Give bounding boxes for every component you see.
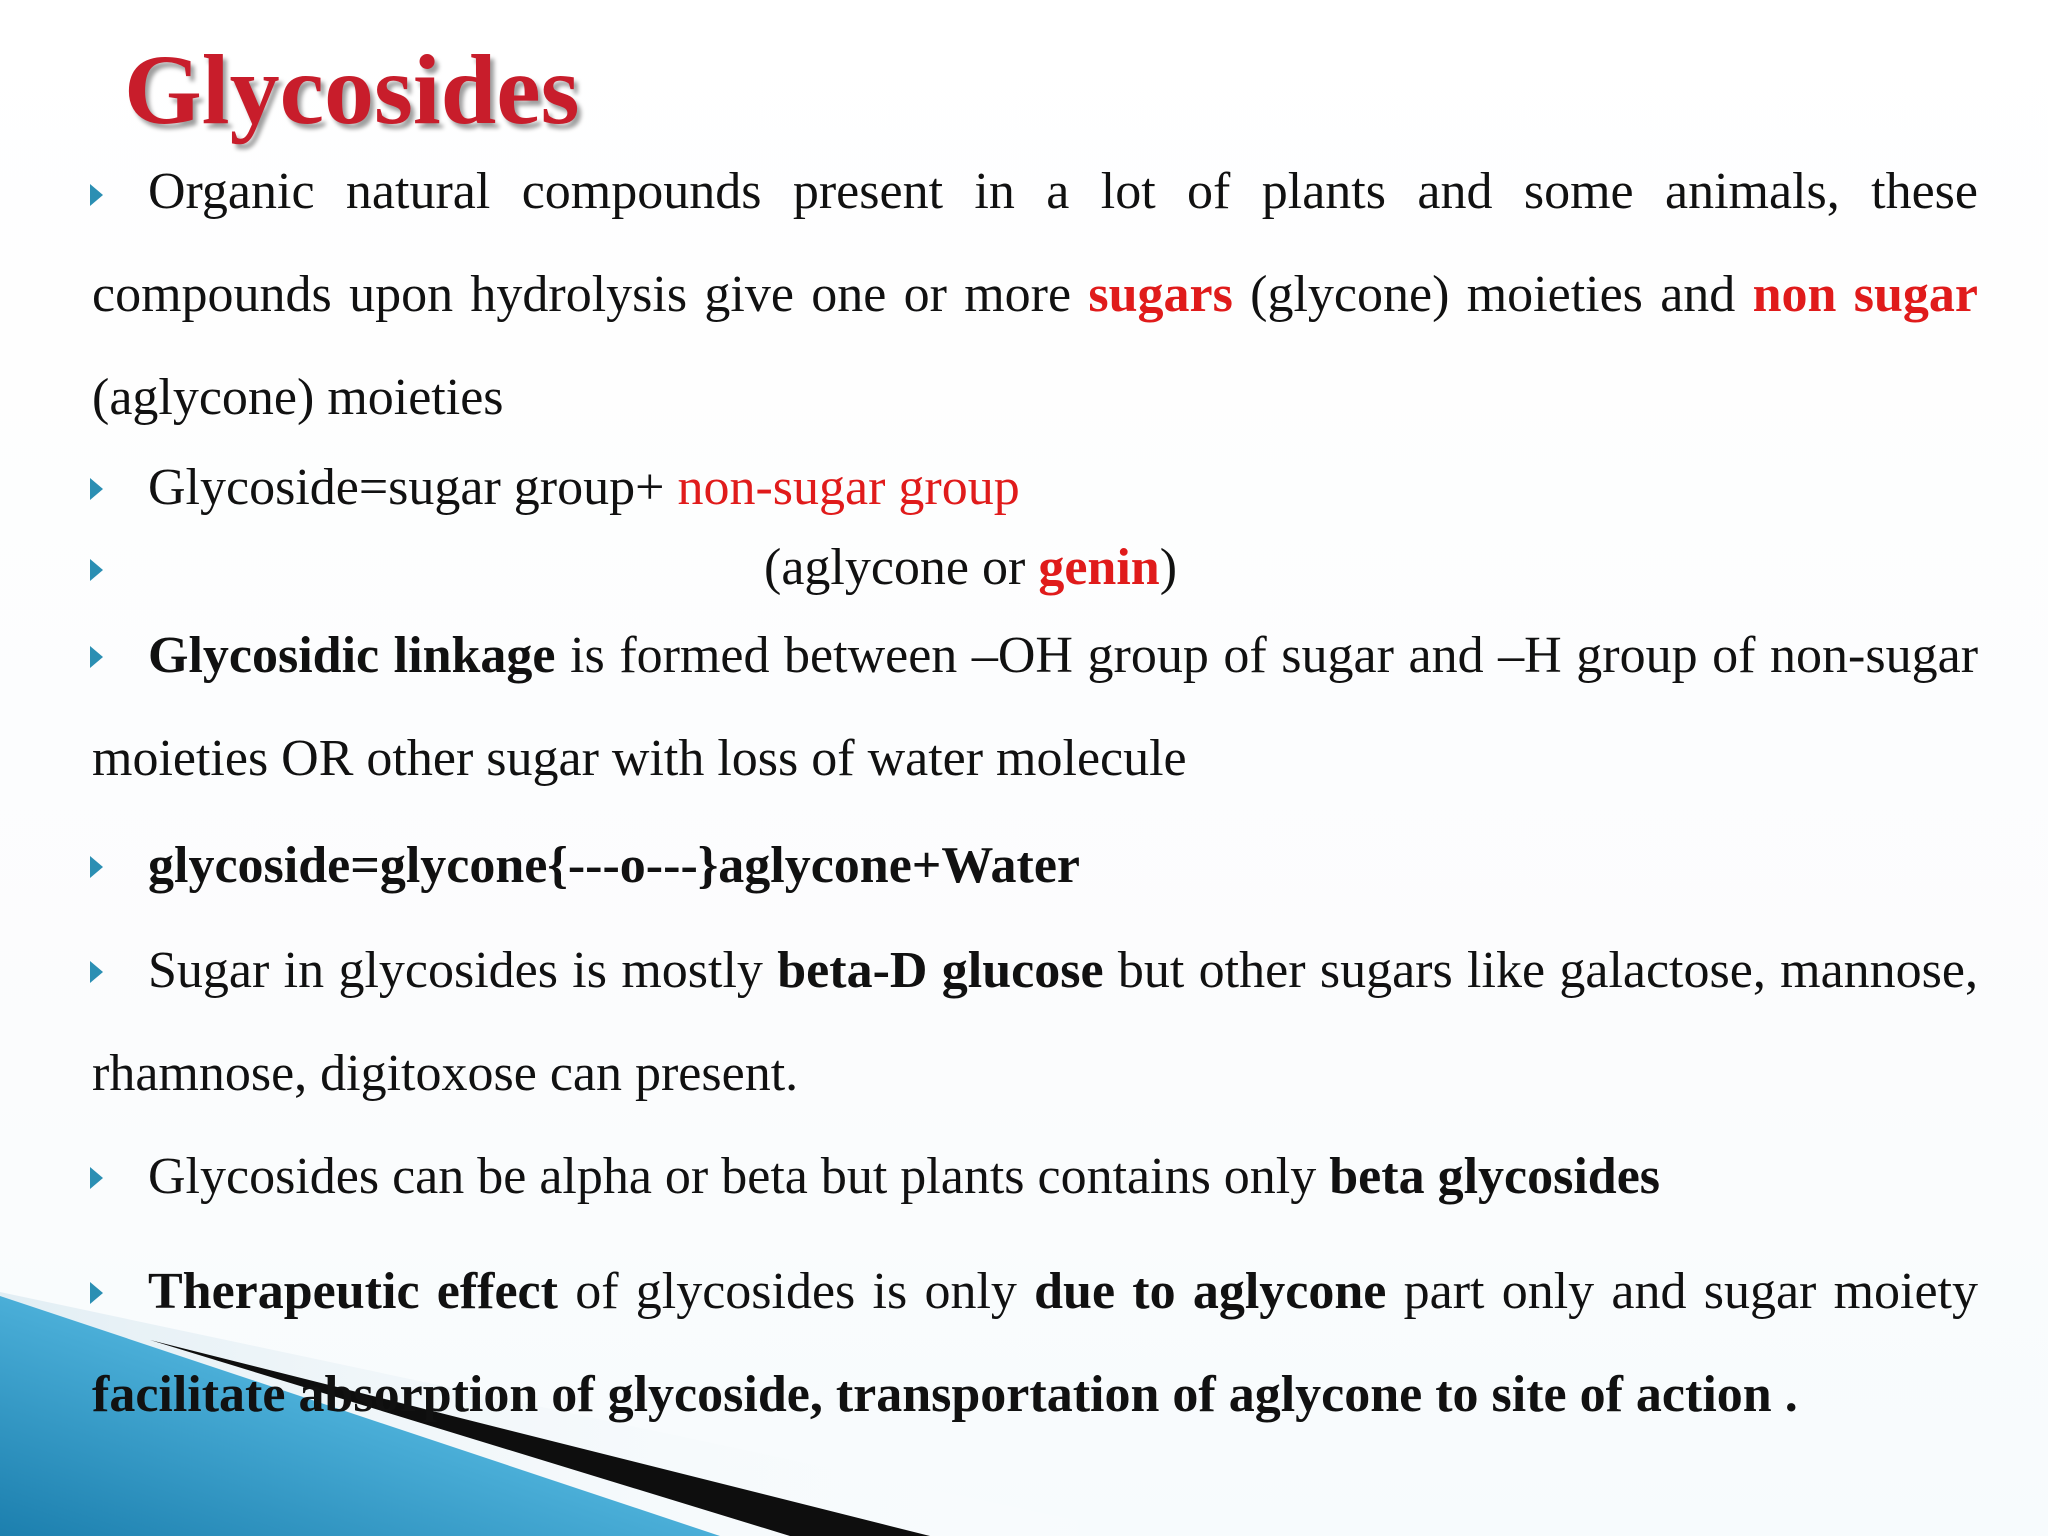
bold-formula: glycoside=glycone{---o---}aglycone+Water bbox=[148, 837, 1081, 894]
text: ) bbox=[1159, 539, 1178, 596]
text: of glycosides is only bbox=[557, 1263, 1035, 1320]
text: Glycosides can be alpha or beta but plants contains only bbox=[148, 1148, 1330, 1205]
bold-term: beta glycosides bbox=[1329, 1148, 1661, 1205]
bullet-glycoside-equation bbox=[92, 456, 1978, 520]
bullet-aglycone-note bbox=[92, 536, 1978, 600]
slide-title: Glycosides bbox=[124, 34, 580, 145]
bullet-sugar-types bbox=[92, 919, 1978, 1125]
text: Glycoside=sugar group+ bbox=[148, 459, 678, 516]
bullet-therapeutic-effect bbox=[92, 1240, 1978, 1446]
text: part only and sugar moiety bbox=[1386, 1263, 1979, 1320]
bold-term: Glycosidic linkage bbox=[148, 627, 556, 684]
bold-term: facilitate absorption of glycoside, transportation of aglycone to site of action . bbox=[92, 1366, 1798, 1423]
highlight-non-sugar-group: non-sugar group bbox=[677, 459, 1020, 516]
highlight-sugars: sugars bbox=[1088, 266, 1233, 323]
text: Organic natural compounds present in a lot of plants and some animals, these compounds upon hydrolysis give one or more bbox=[92, 163, 1978, 323]
bullet-formula bbox=[92, 834, 1978, 898]
bold-term: due to aglycone bbox=[1034, 1263, 1387, 1320]
text: (aglycone or bbox=[764, 539, 1039, 596]
bold-term: Therapeutic effect bbox=[148, 1263, 558, 1320]
text: but other sugars like galactose, mannose, rhamnose, digitoxose can present. bbox=[92, 942, 1978, 1102]
bullet-glycosidic-linkage bbox=[92, 604, 1978, 810]
highlight-non-sugar: non sugar bbox=[1752, 266, 1978, 323]
text: Sugar in glycosides is mostly bbox=[148, 942, 778, 999]
bullet-alpha-beta bbox=[92, 1145, 1978, 1209]
bullet-definition bbox=[92, 140, 1978, 449]
bold-term: beta-D glucose bbox=[777, 942, 1104, 999]
highlight-genin: genin bbox=[1038, 539, 1160, 596]
text: is formed between –OH group of sugar and –H group of non-sugar moieties OR other sugar with loss of water molecule bbox=[92, 627, 1979, 787]
text: (glycone) moieties and bbox=[1232, 266, 1753, 323]
text: (aglycone) moieties bbox=[92, 369, 504, 426]
